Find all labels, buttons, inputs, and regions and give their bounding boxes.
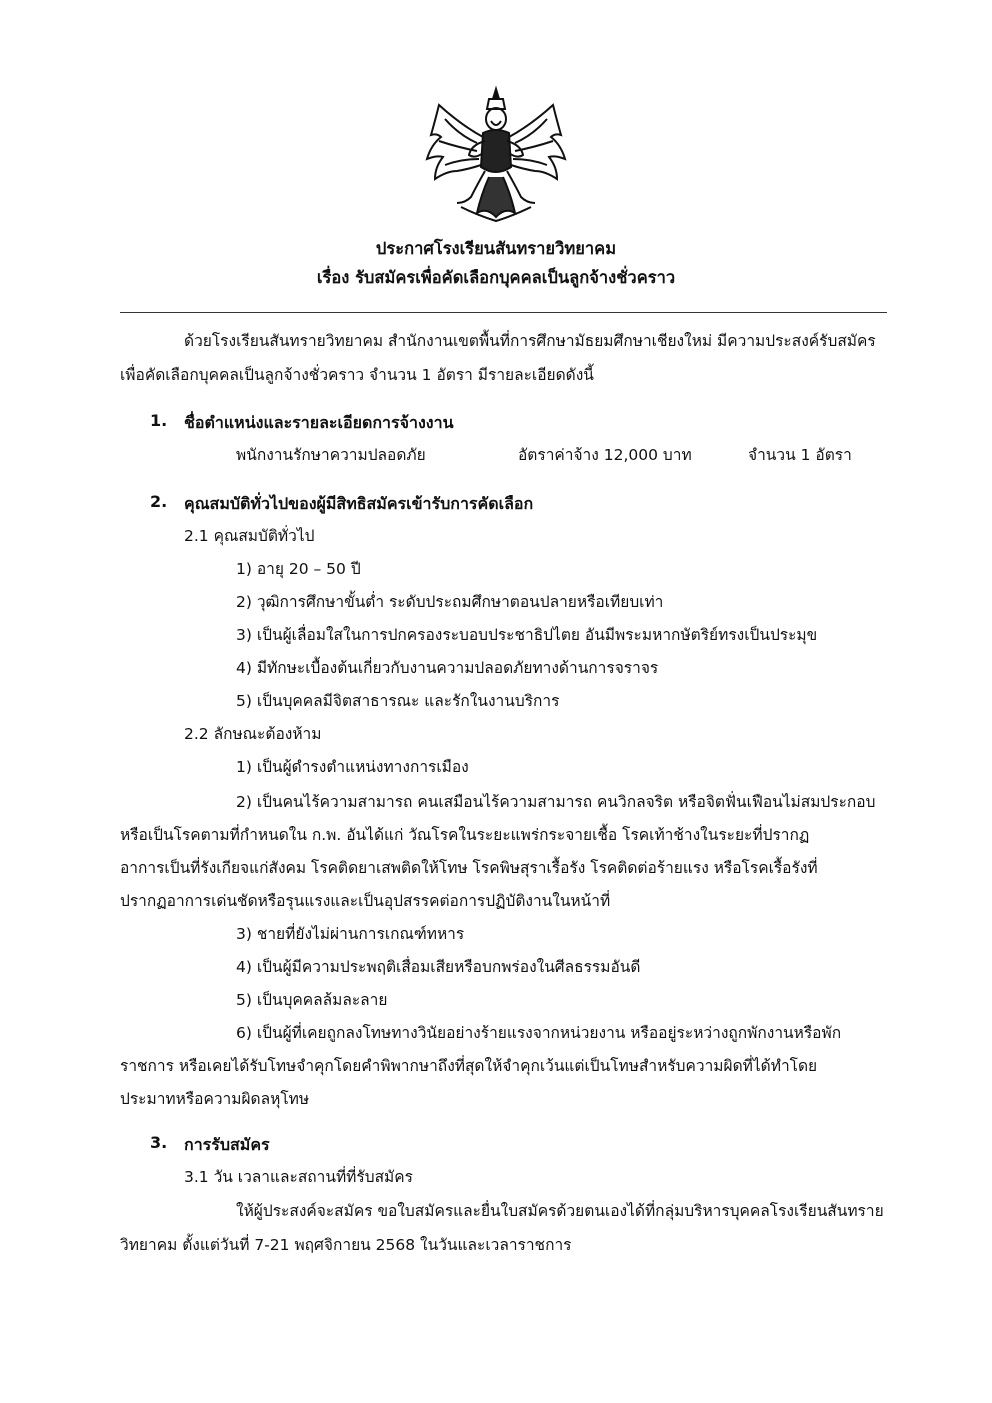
section-2-heading: คุณสมบัติทั่วไปของผู้มีสิทธิสมัครเข้ารับการคัดเลือก xyxy=(184,494,534,513)
qualification-item: 2) วุฒิการศึกษาขั้นต่ำ ระดับประถมศึกษาตอนปลายหรือเทียบเท่า xyxy=(236,593,664,611)
section-2-2-heading: 2.2 ลักษณะต้องห้าม xyxy=(184,725,322,743)
qualification-item: 3) เป็นผู้เลื่อมใสในการปกครองระบอบประชาธิปไตย อันมีพระมหากษัตริย์ทรงเป็นประมุข xyxy=(236,626,818,644)
intro-line-1: ด้วยโรงเรียนสันทรายวิทยาคม สำนักงานเขตพื้นที่การศึกษามัธยมศึกษาเชียงใหม่ มีความประสงค์รับสมัคร xyxy=(184,332,876,350)
prohibition-item: 1) เป็นผู้ดำรงตำแหน่งทางการเมือง xyxy=(236,758,469,776)
prohibition-item-2-line: อาการเป็นที่รังเกียจแก่สังคม โรคติดยาเสพติดให้โทษ โรคพิษสุราเรื้อรัง โรคติดต่อร้ายแรง หรือโรคเรื้อรังที่ xyxy=(120,859,818,877)
prohibition-item: 4) เป็นผู้มีความประพฤติเสื่อมเสียหรือบกพร่องในศีลธรรมอันดี xyxy=(236,958,641,976)
announcement-title: ประกาศโรงเรียนสันทรายวิทยาคม xyxy=(375,239,617,258)
prohibition-item-6-line: ประมาทหรือความผิดลหุโทษ xyxy=(120,1090,310,1108)
prohibition-item-2-line: หรือเป็นโรคตามที่กำหนดใน ก.พ. อันได้แก่ วัณโรคในระยะแพร่กระจายเชื้อ โรคเท้าช้างในระยะที่ปรากฏ xyxy=(120,826,810,844)
position-count: จำนวน 1 อัตรา xyxy=(748,446,852,464)
qualification-item: 4) มีทักษะเบื้องต้นเกี่ยวกับงานความปลอดภัยทางด้านการจราจร xyxy=(236,659,659,677)
prohibition-item-2-line: 2) เป็นคนไร้ความสามารถ คนเสมือนไร้ความสามารถ คนวิกลจริต หรือจิตฟั่นเฟือนไม่สมประกอบ xyxy=(236,793,876,811)
section-1-heading: ชื่อตำแหน่งและรายละเอียดการจ้างงาน xyxy=(184,413,454,432)
section-3-heading: การรับสมัคร xyxy=(184,1135,270,1154)
prohibition-item: 3) ชายที่ยังไม่ผ่านการเกณฑ์ทหาร xyxy=(236,925,465,943)
section-3-1-heading: 3.1 วัน เวลาและสถานที่ที่รับสมัคร xyxy=(184,1168,413,1186)
prohibition-item-2-line: ปรากฏอาการเด่นชัดหรือรุนแรงและเป็นอุปสรรคต่อการปฏิบัติงานในหน้าที่ xyxy=(120,892,611,910)
prohibition-item-6-line: 6) เป็นผู้ที่เคยถูกลงโทษทางวินัยอย่างร้ายแรงจากหน่วยงาน หรืออยู่ระหว่างถูกพักงานหรือพัก xyxy=(236,1024,842,1042)
prohibition-item-6-line: ราชการ หรือเคยได้รับโทษจำคุกโดยคำพิพากษาถึงที่สุดให้จำคุกเว้นแต่เป็นโทษสำหรับความผิดที่ได้ทำโดย xyxy=(120,1057,818,1075)
application-line: ให้ผู้ประสงค์จะสมัคร ขอใบสมัครและยื่นใบสมัครด้วยตนเองได้ที่กลุ่มบริหารบุคคลโรงเรียนสันทราย xyxy=(236,1202,884,1220)
qualification-item: 1) อายุ 20 – 50 ปี xyxy=(236,560,361,578)
section-2-1-heading: 2.1 คุณสมบัติทั่วไป xyxy=(184,527,315,545)
position-name: พนักงานรักษาความปลอดภัย xyxy=(236,446,426,464)
section-1-number: 1. xyxy=(150,411,168,430)
intro-line-2: เพื่อคัดเลือกบุคคลเป็นลูกจ้างชั่วคราว จำนวน 1 อัตรา มีรายละเอียดดังนี้ xyxy=(120,366,594,384)
position-wage: อัตราค่าจ้าง 12,000 บาท xyxy=(518,446,692,464)
qualification-item: 5) เป็นบุคคลมีจิตสาธารณะ และรักในงานบริการ xyxy=(236,692,560,710)
header-divider xyxy=(120,312,887,313)
garuda-emblem xyxy=(421,85,571,223)
announcement-subject: เรื่อง รับสมัครเพื่อคัดเลือกบุคคลเป็นลูกจ้างชั่วคราว xyxy=(316,268,676,287)
application-line: วิทยาคม ตั้งแต่วันที่ 7-21 พฤศจิกายน 2568 ในวันและเวลาราชการ xyxy=(120,1236,572,1254)
prohibition-item: 5) เป็นบุคคลล้มละลาย xyxy=(236,991,388,1009)
section-3-number: 3. xyxy=(150,1133,168,1152)
section-2-number: 2. xyxy=(150,492,168,511)
